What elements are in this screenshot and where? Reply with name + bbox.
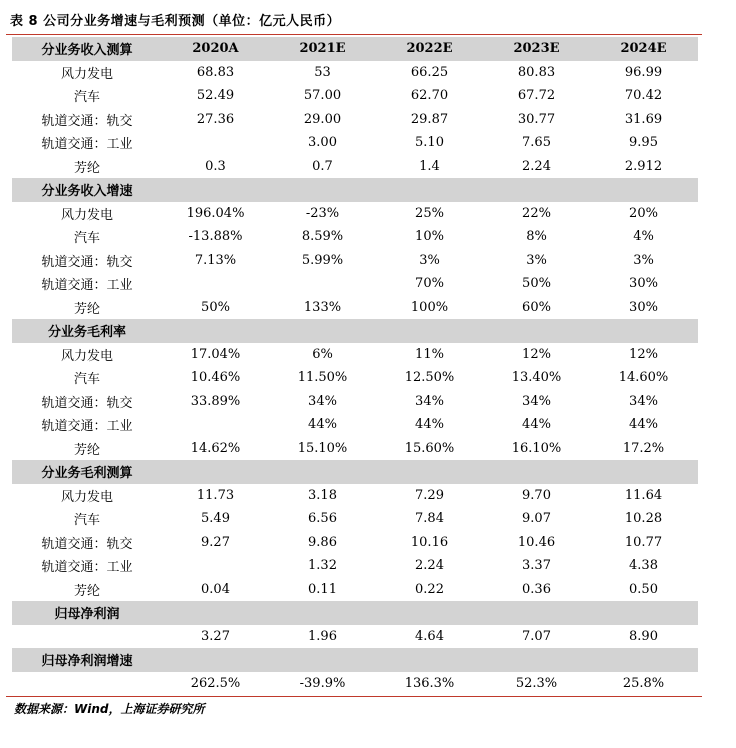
table-cell: 7.13% (194, 252, 237, 268)
table-cell: 0.3 (205, 158, 226, 174)
table-cell: 7.65 (522, 135, 551, 151)
table-cell: 5.49 (201, 511, 230, 527)
table-cell: 11.73 (196, 487, 235, 503)
table-cell: 2.24 (522, 158, 551, 174)
table-cell: 52.49 (196, 88, 235, 104)
table-cell: 4.38 (629, 558, 658, 574)
row-label: 轨道交通：轨交 (41, 395, 133, 411)
row-label: 风力发电 (60, 489, 113, 505)
table-cell: 11.64 (624, 487, 663, 503)
table-cell: 44% (629, 417, 658, 433)
bottom-divider (6, 696, 702, 697)
table-cell: 3.18 (308, 487, 337, 503)
table-cell: 1.96 (308, 628, 337, 644)
row-label: 轨道交通：轨交 (41, 113, 133, 129)
table-row (12, 61, 698, 85)
table-cell: 1.32 (308, 558, 337, 574)
table-cell: 60% (522, 299, 551, 315)
table-cell: 16.10% (511, 440, 562, 456)
table-cell: 2.912 (624, 158, 663, 174)
row-label: 芳纶 (73, 301, 100, 317)
row-label: 汽车 (73, 231, 100, 247)
table-row (12, 437, 698, 461)
table-cell: 2.24 (415, 558, 444, 574)
table-cell: 4.64 (415, 628, 444, 644)
table-cell: 262.5% (190, 675, 241, 691)
row-label: 风力发电 (60, 66, 113, 82)
row-label: 轨道交通：工业 (41, 419, 133, 435)
table-cell: 14.60% (618, 370, 669, 386)
table-cell: 96.99 (624, 64, 663, 80)
table-row (12, 272, 698, 296)
table-cell: 68.83 (196, 64, 235, 80)
section-title: 分业务收入增速 (41, 184, 133, 200)
table-cell: 44% (308, 417, 337, 433)
section-title: 归母净利润增速 (41, 654, 133, 670)
row-label: 芳纶 (73, 160, 100, 176)
table-row (12, 390, 698, 414)
table-cell: 52.3% (515, 675, 558, 691)
table-cell: 133% (303, 299, 342, 315)
table-cell: 17.04% (190, 346, 241, 362)
table-cell: 27.36 (196, 111, 235, 127)
table-cell: 25.8% (622, 675, 665, 691)
table-cell: 44% (415, 417, 444, 433)
table-cell: 10.46 (517, 534, 556, 550)
table-row (12, 554, 698, 578)
table-cell: 8.90 (629, 628, 658, 644)
section-header-row (12, 648, 698, 672)
row-label: 汽车 (73, 513, 100, 529)
table-cell: 14.62% (190, 440, 241, 456)
table-cell: 17.2% (622, 440, 665, 456)
table-cell: 3% (526, 252, 547, 268)
table-cell: 15.60% (404, 440, 455, 456)
table-cell: 50% (522, 276, 551, 292)
table-row (12, 366, 698, 390)
section-header-row (12, 460, 698, 484)
table-cell: 30% (629, 276, 658, 292)
table-row (12, 672, 698, 696)
table-cell: 5.10 (415, 135, 444, 151)
table-title: 表 8 公司分业务增速与毛利预测（单位：亿元人民币） (10, 14, 341, 29)
table-cell: 4% (633, 229, 654, 245)
table-cell: -13.88% (188, 229, 243, 245)
table-cell: 100% (410, 299, 449, 315)
table-cell: 6% (312, 346, 333, 362)
table-cell: 5.99% (301, 252, 344, 268)
table-row (12, 625, 698, 649)
table-cell: 0.11 (308, 581, 337, 597)
table-cell: 57.00 (303, 88, 342, 104)
row-label: 分业务收入测算 (41, 43, 133, 59)
table-row (12, 531, 698, 555)
table-cell: 10.46% (190, 370, 241, 386)
table-cell: 10.16 (410, 534, 449, 550)
table-cell: 12% (629, 346, 658, 362)
table-cell: 11.50% (297, 370, 348, 386)
table-cell: 11% (415, 346, 444, 362)
table-cell: 2020A (192, 41, 239, 57)
table-cell: 22% (522, 205, 551, 221)
table-cell: 1.4 (419, 158, 440, 174)
table-row (12, 296, 698, 320)
table-cell: 34% (522, 393, 551, 409)
table-cell: 62.70 (410, 88, 449, 104)
table-cell: 44% (522, 417, 551, 433)
table-cell: 13.40% (511, 370, 562, 386)
section-header-row (12, 601, 698, 625)
table-cell: 66.25 (410, 64, 449, 80)
table-cell: 12% (522, 346, 551, 362)
table-cell: 9.86 (308, 534, 337, 550)
section-header-row (12, 178, 698, 202)
table-cell: 2023E (513, 41, 560, 57)
table-row (12, 578, 698, 602)
forecast-table (12, 37, 698, 695)
table-row (12, 343, 698, 367)
table-cell: 34% (308, 393, 337, 409)
table-row (12, 225, 698, 249)
table-cell: 6.56 (308, 511, 337, 527)
row-label: 轨道交通：工业 (41, 278, 133, 294)
row-label: 轨道交通：工业 (41, 560, 133, 576)
table-cell: 9.95 (629, 135, 658, 151)
table-row (12, 507, 698, 531)
table-cell: 20% (629, 205, 658, 221)
table-cell: 136.3% (404, 675, 455, 691)
table-row (12, 484, 698, 508)
table-row (12, 155, 698, 179)
top-divider (6, 34, 702, 35)
table-cell: 196.04% (186, 205, 245, 221)
section-title: 分业务毛利测算 (41, 466, 133, 482)
row-label: 轨道交通：工业 (41, 137, 133, 153)
table-row (12, 202, 698, 226)
row-label: 芳纶 (73, 583, 100, 599)
table-cell: 0.7 (312, 158, 333, 174)
table-cell: -39.9% (299, 675, 346, 691)
row-label: 风力发电 (60, 348, 113, 364)
table-cell: 53 (314, 64, 331, 80)
table-cell: 7.07 (522, 628, 551, 644)
table-cell: 12.50% (404, 370, 455, 386)
table-cell: 3.27 (201, 628, 230, 644)
table-cell: 0.36 (522, 581, 551, 597)
table-cell: 9.70 (522, 487, 551, 503)
table-row (12, 249, 698, 273)
table-cell: 70.42 (624, 88, 663, 104)
table-cell: 25% (415, 205, 444, 221)
row-label: 轨道交通：轨交 (41, 254, 133, 270)
row-label: 轨道交通：轨交 (41, 536, 133, 552)
table-cell: 3% (419, 252, 440, 268)
table-cell: 70% (415, 276, 444, 292)
table-row (12, 131, 698, 155)
section-title: 归母净利润 (54, 607, 120, 623)
table-row (12, 413, 698, 437)
table-cell: 30% (629, 299, 658, 315)
table-cell: 80.83 (517, 64, 556, 80)
section-title: 分业务毛利率 (47, 325, 126, 341)
table-cell: 2021E (299, 41, 346, 57)
table-row (12, 108, 698, 132)
table-cell: 29.00 (303, 111, 342, 127)
row-label: 汽车 (73, 372, 100, 388)
table-cell: 30.77 (517, 111, 556, 127)
table-cell: 10.28 (624, 511, 663, 527)
table-cell: 29.87 (410, 111, 449, 127)
table-cell: 2024E (620, 41, 667, 57)
table-cell: 50% (201, 299, 230, 315)
table-cell: 34% (415, 393, 444, 409)
table-cell: 3% (633, 252, 654, 268)
row-label: 芳纶 (73, 442, 100, 458)
table-cell: 7.29 (415, 487, 444, 503)
table-cell: -23% (305, 205, 340, 221)
table-cell: 33.89% (190, 393, 241, 409)
table-cell: 2022E (406, 41, 453, 57)
table-cell: 0.50 (629, 581, 658, 597)
table-cell: 9.07 (522, 511, 551, 527)
table-cell: 10.77 (624, 534, 663, 550)
table-cell: 31.69 (624, 111, 663, 127)
table-cell: 34% (629, 393, 658, 409)
table-cell: 8.59% (301, 229, 344, 245)
table-cell: 10% (415, 229, 444, 245)
table-cell: 15.10% (297, 440, 348, 456)
source-note: 数据来源：Wind，上海证券研究所 (14, 702, 205, 716)
table-cell: 3.00 (308, 135, 337, 151)
table-row (12, 84, 698, 108)
table-cell: 0.22 (415, 581, 444, 597)
table-cell: 7.84 (415, 511, 444, 527)
table-cell: 3.37 (522, 558, 551, 574)
table-cell: 8% (526, 229, 547, 245)
table-cell: 9.27 (201, 534, 230, 550)
table-cell: 0.04 (201, 581, 230, 597)
section-header-row (12, 319, 698, 343)
row-label: 风力发电 (60, 207, 113, 223)
row-label: 汽车 (73, 90, 100, 106)
table-cell: 67.72 (517, 88, 556, 104)
table-header-row (12, 37, 698, 61)
